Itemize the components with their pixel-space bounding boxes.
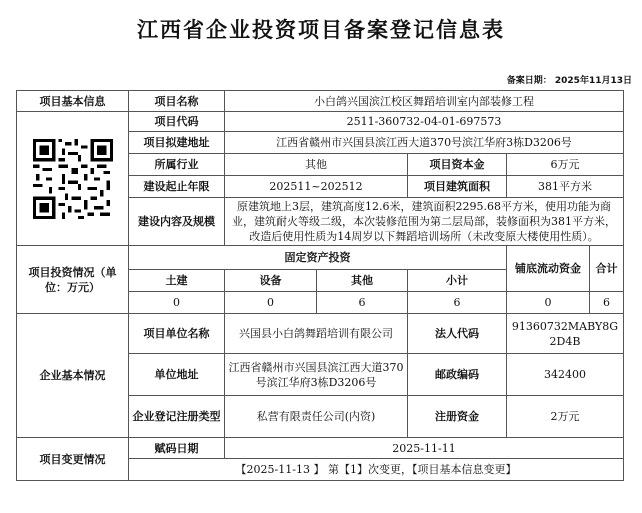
area-value: 381平方米 [507, 176, 624, 198]
total-value: 6 [590, 292, 624, 314]
qr-code-icon [33, 139, 113, 219]
col-equipment-label: 设备 [225, 270, 317, 292]
period-value: 202511~202512 [225, 176, 408, 198]
col-civil-label: 土建 [129, 270, 225, 292]
section-change: 项目变更情况 [17, 438, 129, 481]
subtotal-value: 6 [408, 292, 507, 314]
fixed-assets-label: 固定资产投资 [129, 246, 507, 270]
capital-value: 6万元 [507, 154, 624, 176]
section-project-basic: 项目基本信息 [17, 91, 129, 112]
postcode: 342400 [507, 354, 624, 396]
working-capital-value: 0 [507, 292, 590, 314]
col-other-label: 其他 [317, 270, 408, 292]
equipment-value: 0 [225, 292, 317, 314]
industry-value: 其他 [225, 154, 408, 176]
postcode-label: 邮政编码 [408, 354, 507, 396]
section-enterprise: 企业基本情况 [17, 314, 129, 438]
section-investment: 项目投资情况（单位：万元） [17, 246, 129, 314]
project-code: 2511-360732-04-01-697573 [225, 112, 624, 132]
project-name: 小白鸽兴国滨江校区舞蹈培训室内部装修工程 [225, 91, 624, 112]
code-date: 2025-11-11 [225, 438, 624, 459]
unit-name: 兴国县小白鸽舞蹈培训有限公司 [225, 314, 408, 354]
unit-address-label: 单位地址 [129, 354, 225, 396]
project-name-label: 项目名称 [129, 91, 225, 112]
project-address: 江西省赣州市兴国县滨江西大道370号滨江华府3栋D3206号 [225, 132, 624, 154]
industry-label: 所属行业 [129, 154, 225, 176]
registration-table [16, 90, 624, 481]
col-subtotal-label: 小计 [408, 270, 507, 292]
unit-address: 江西省赣州市兴国县滨江西大道370号滨江华府3栋D3206号 [225, 354, 408, 396]
change-record: 【2025-11-13 】 第【1】次变更，【项目基本信息变更】 [129, 459, 624, 481]
reg-capital-label: 注册资金 [408, 396, 507, 438]
legal-code-label: 法人代码 [408, 314, 507, 354]
total-label: 合计 [590, 246, 624, 292]
project-address-label: 项目拟建地址 [129, 132, 225, 154]
period-label: 建设起止年限 [129, 176, 225, 198]
project-code-label: 项目代码 [129, 112, 225, 132]
other-value: 6 [317, 292, 408, 314]
reg-type-label: 企业登记注册类型 [129, 396, 225, 438]
legal-code: 91360732MABY8G2D4B [507, 314, 624, 354]
page-title: 江西省企业投资项目备案登记信息表 [137, 18, 505, 42]
content-value: 原建筑地上3层，建筑高度12.6米，建筑面积2295.68平方米，使用功能为商业，建筑耐火等级二级，本次装修范围为第二层局部，装修面积为381平方米，改造后使用性质为14周岁以下舞蹈培训场所（未改变原大楼使用性质）。 [225, 198, 624, 246]
capital-label: 项目资本金 [408, 154, 507, 176]
unit-name-label: 项目单位名称 [129, 314, 225, 354]
code-date-label: 赋码日期 [129, 438, 225, 459]
reg-capital: 2万元 [507, 396, 624, 438]
qr-code-cell [17, 112, 129, 246]
reg-type: 私营有限责任公司(内资) [225, 396, 408, 438]
area-label: 项目建筑面积 [408, 176, 507, 198]
working-capital-label: 铺底流动资金 [507, 246, 590, 292]
civil-value: 0 [129, 292, 225, 314]
content-label: 建设内容及规模 [129, 198, 225, 246]
filing-date: 备案日期： 2025年11月13日 [506, 76, 632, 86]
